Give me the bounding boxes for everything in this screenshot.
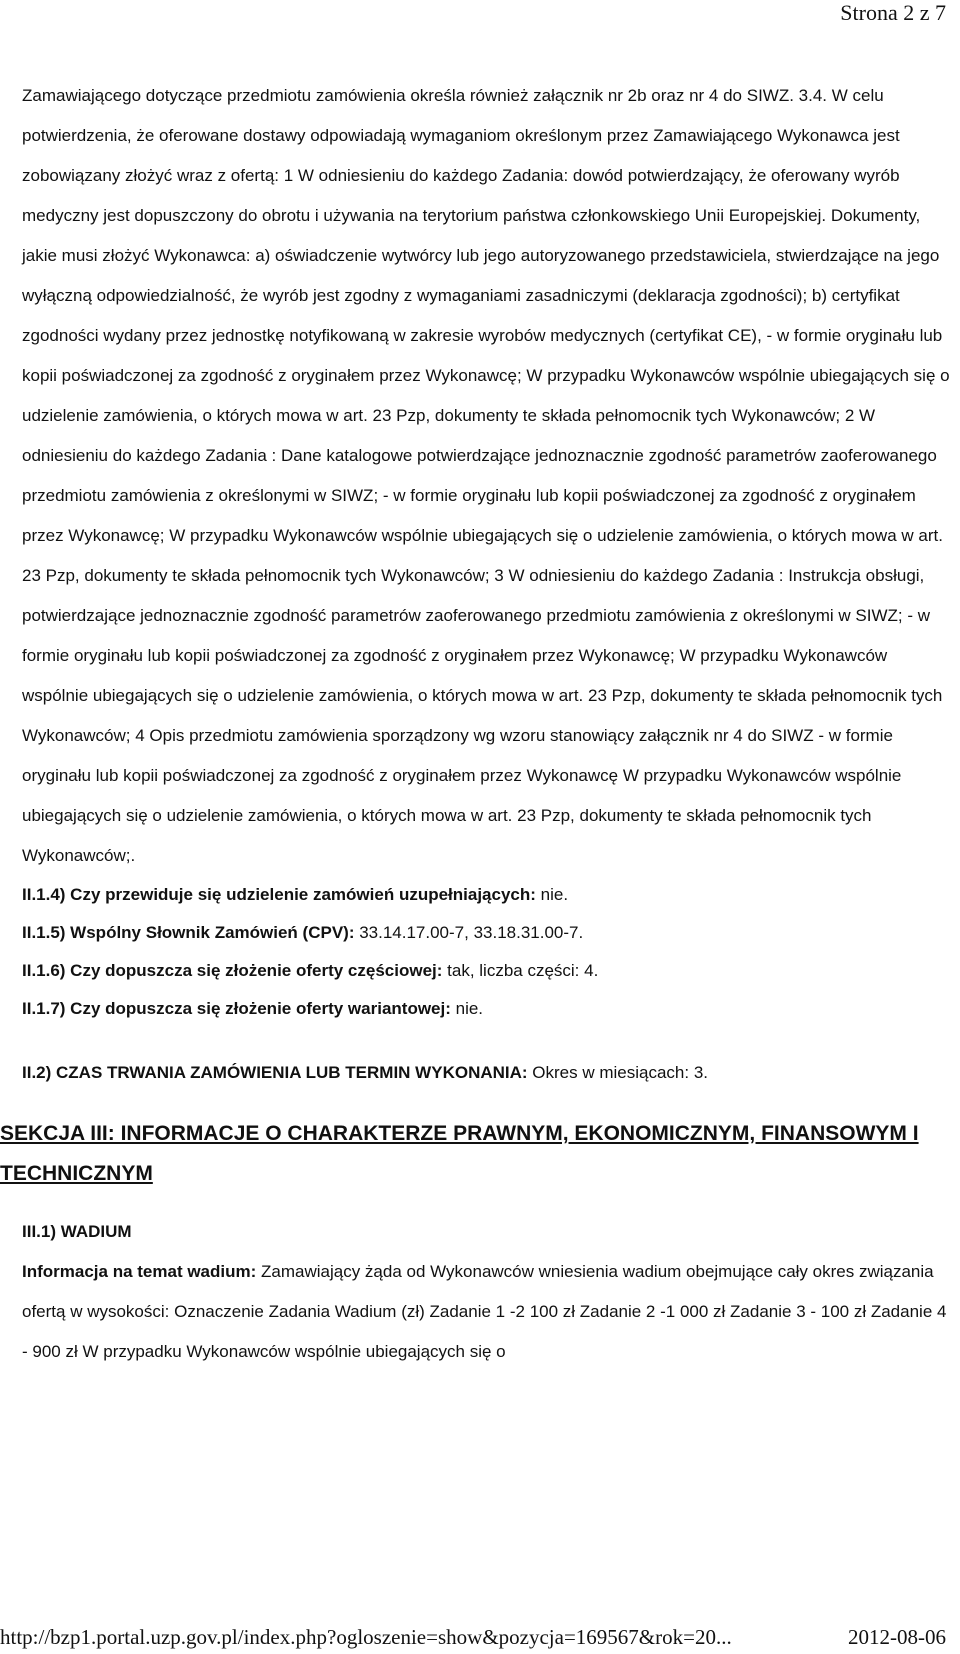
page-number: Strona 2 z 7: [840, 0, 946, 25]
page-footer: [0, 1624, 960, 1654]
footer-url: http://bzp1.portal.uzp.gov.pl/index.php?ogloszenie=show&pozycja=169567&rok=20...: [0, 1625, 732, 1649]
item-variant-offer: [22, 990, 950, 1028]
document-body: [0, 76, 950, 1372]
footer-date: 2012-08-06: [848, 1625, 946, 1649]
item-label: II.1.7) Czy dopuszcza się złożenie oferty wariantowej:: [22, 999, 451, 1018]
item-supplementary-orders: [22, 876, 950, 914]
wadium-value: Zamawiający żąda od Wykonawców wniesienia wadium obejmujące cały okres związania ofertą w wysokości: Oznaczenie Zadania Wadium (zł) Zadanie 1 -2 100 zł Zadanie 2 -1 000 zł Zadanie 3 - 100 zł Zadanie 4 - 900 zł W przypadku Wykonawców wspólnie ubiegających się o: [22, 1262, 947, 1361]
subsection-title: III.1) WADIUM: [22, 1222, 132, 1241]
item-value: nie.: [450, 999, 484, 1018]
item-label: II.1.4) Czy przewiduje się udzielenie zamówień uzupełniających:: [22, 885, 536, 904]
intro-paragraph: Zamawiającego dotyczące przedmiotu zamówienia określa również załącznik nr 2b oraz nr 4 do SIWZ. 3.4. W celu potwierdzenia, że oferowane dostawy odpowiadają wymaganiom określonym przez Zamawiającego Wykonawca jest zobowiązany złożyć wraz z ofertą: 1 W odniesieniu do każdego Zadania: dowód potwierdzający, że oferowany wyrób medyczny jest dopuszczony do obrotu i używania na terytorium państwa członkowskiego Unii Europejskiej. Dokumenty, jakie musi złożyć Wykonawca: a) oświadczenie wytwórcy lub jego autoryzowanego przedstawiciela, stwierdzające na jego wyłączną odpowiedzialność, że wyrób jest zgodny z wymaganiami zasadniczymi (deklaracja zgodności); b) certyfikat zgodności wydany przez jednostkę notyfikowaną w zakresie wyrobów medycznych (certyfikat CE), - w formie oryginału lub kopii poświadczonej za zgodność z oryginałem przez Wykonawcę; W przypadku Wykonawców wspólnie ubiegających się o udzielenie zamówienia, o których mowa w art. 23 Pzp, dokumenty te składa pełnomocnik tych Wykonawców; 2 W odniesieniu do każdego Zadania : Dane katalogowe potwierdzające jednoznacznie zgodność parametrów zaoferowanego przedmiotu zamówienia z określonymi w SIWZ; - w formie oryginału lub kopii poświadczonej za zgodność z oryginałem przez Wykonawcę; W przypadku Wykonawców wspólnie ubiegających się o udzielenie zamówienia, o których mowa w art. 23 Pzp, dokumenty te składa pełnomocnik tych Wykonawców; 3 W odniesieniu do każdego Zadania : Instrukcja obsługi, potwierdzające jednoznacznie zgodność parametrów zaoferowanego przedmiotu zamówienia z określonymi w SIWZ; - w formie oryginału lub kopii poświadczonej za zgodność z oryginałem przez Wykonawcę; W przypadku Wykonawców wspólnie ubiegających się o udzielenie zamówienia, o których mowa w art. 23 Pzp, dokumenty te składa pełnomocnik tych Wykonawców; 4 Opis przedmiotu zamówienia sporządzony wg wzoru stanowiący załącznik nr 4 do SIWZ - w formie oryginału lub kopii poświadczonej za zgodność z oryginałem przez Wykonawcę W przypadku Wykonawców wspólnie ubiegających się o udzielenie zamówienia, o których mowa w art. 23 Pzp, dokumenty te składa pełnomocnik tych Wykonawców;.: [22, 86, 950, 865]
item-value: 33.14.17.00-7, 33.18.31.00-7.: [354, 923, 584, 942]
section-title: SEKCJA III: INFORMACJE O CHARAKTERZE PRAWNYM, EKONOMICZNYM, FINANSOWYM I TECHNICZNYM: [0, 1122, 919, 1185]
item-value: Okres w miesiącach: 3.: [527, 1063, 709, 1082]
item-value: nie.: [535, 885, 569, 904]
wadium-label: Informacja na temat wadium:: [22, 1262, 257, 1281]
item-partial-offer: [22, 952, 950, 990]
item-duration: [22, 1054, 950, 1092]
item-cpv: [22, 914, 950, 952]
item-label: II.1.5) Wspólny Słownik Zamówień (CPV):: [22, 923, 355, 942]
item-label: II.2) CZAS TRWANIA ZAMÓWIENIA LUB TERMIN WYKONANIA:: [22, 1063, 528, 1082]
item-value: tak, liczba części: 4.: [442, 961, 599, 980]
item-label: II.1.6) Czy dopuszcza się złożenie oferty częściowej:: [22, 961, 443, 980]
wadium-paragraph: [22, 1252, 950, 1372]
